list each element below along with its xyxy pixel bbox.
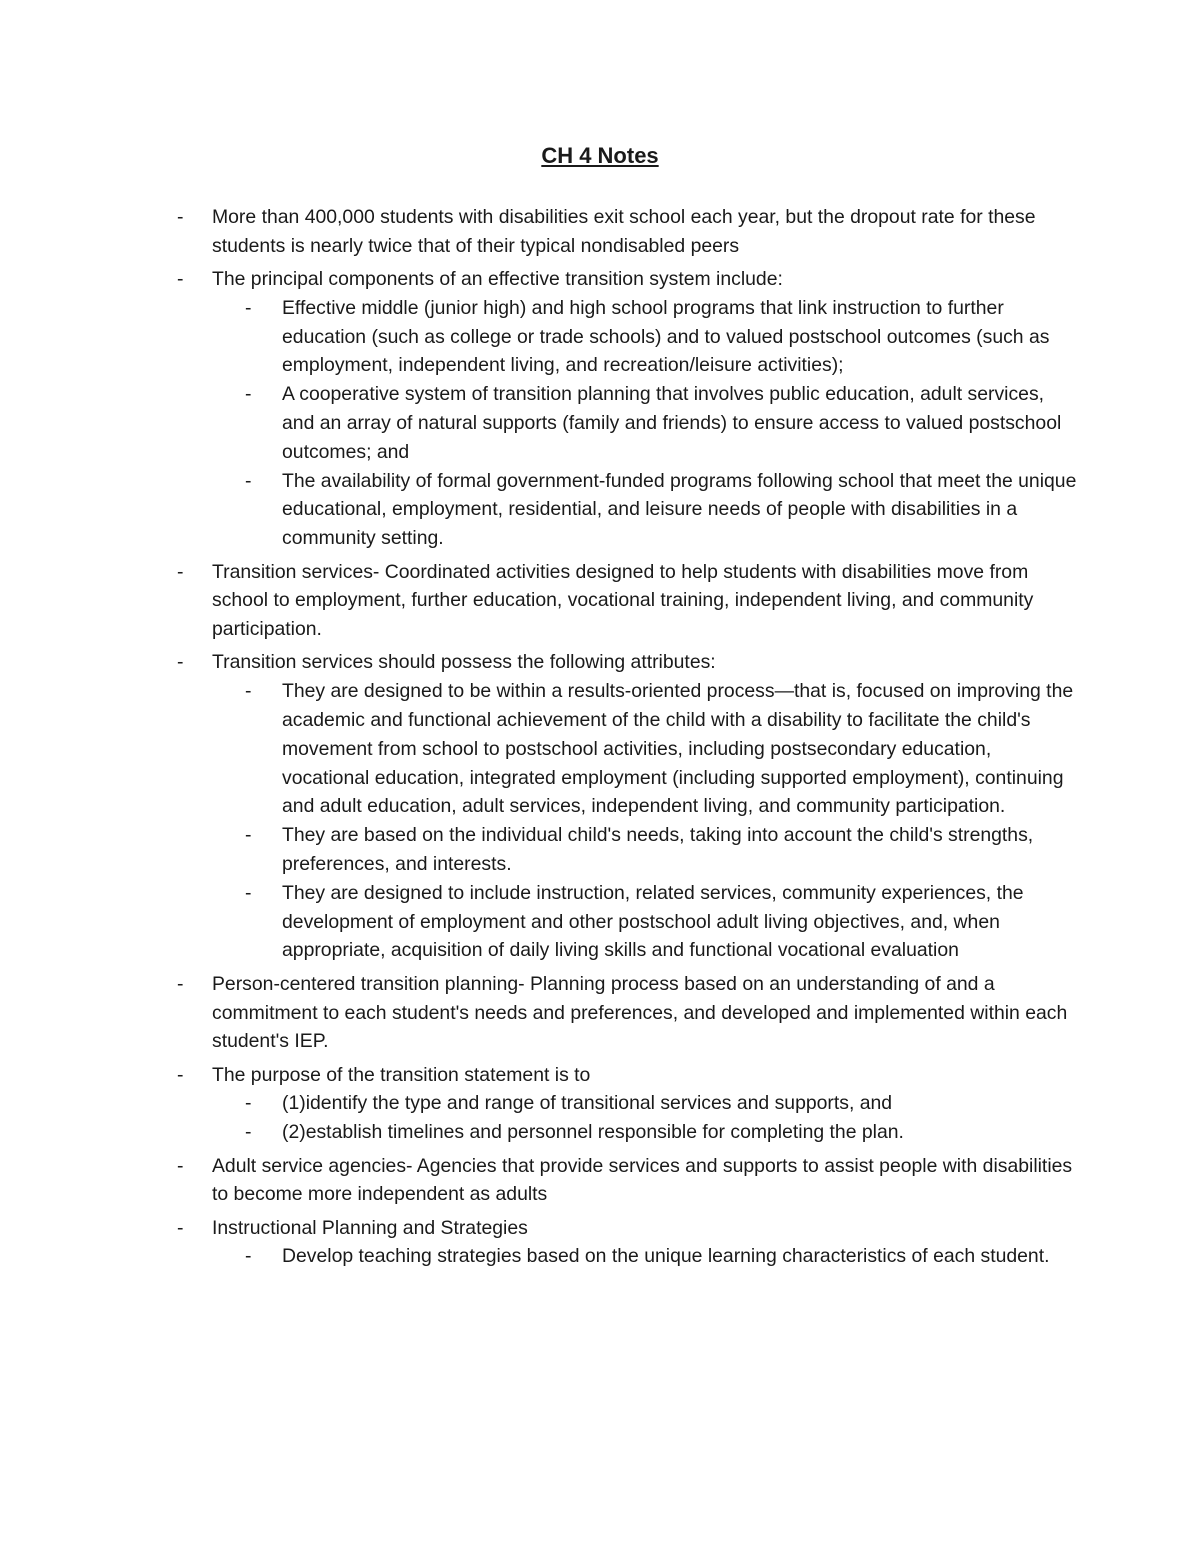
page-title: CH 4 Notes (541, 143, 659, 168)
bullet-dash: - (245, 383, 252, 406)
note-item (0, 648, 1200, 965)
bullet-dash: - (177, 206, 184, 228)
note-item (0, 558, 1200, 644)
note-item (0, 1214, 1200, 1272)
note-text: Adult service agencies- Agencies that provide services and supports to assist people with disabilities to become more independent as adults (212, 1154, 1073, 1206)
note-text: Transition services- Coordinated activities designed to help students with disabilities move from school to employment, further education, vocational training, independent living, and community participation. (212, 560, 1034, 641)
sub-note-item (0, 380, 1200, 466)
sub-note-item (0, 1089, 1200, 1118)
sub-note-item (0, 1242, 1200, 1271)
notes-list (0, 203, 1200, 1276)
sub-list (212, 677, 1080, 965)
bullet-dash: - (245, 680, 252, 703)
note-text: The purpose of the transition statement is to (212, 1063, 591, 1086)
sub-note-item (0, 677, 1200, 821)
bullet-dash: - (245, 469, 252, 492)
sub-note-item (0, 1118, 1200, 1147)
note-text: Person-centered transition planning- Planning process based on an understanding of and a commitment to each student's needs and preferences, and developed and implemented within each student's IEP. (212, 972, 1068, 1053)
note-text: More than 400,000 students with disabilities exit school each year, but the dropout rate for these students is nearly twice that of their typical nondisabled peers (212, 206, 1036, 257)
sub-note-text: (2)establish timelines and personnel responsible for completing the plan. (282, 1121, 904, 1144)
note-text: The principal components of an effective transition system include: (212, 268, 783, 291)
sub-note-item (0, 879, 1200, 965)
sub-note-text: (1)identify the type and range of transitional services and supports, and (282, 1092, 893, 1115)
sub-note-text: They are designed to be within a results-oriented process—that is, focused on improving the academic and functional achievement of the child with a disability to facilitate the child's movement from school to postschool activities, including postsecondary education, vocational education, integrated employment (including supported employment), continuing and adult education, adult services, independent living, and community participation. (282, 680, 1074, 818)
note-item (0, 265, 1200, 553)
bullet-dash: - (177, 1063, 184, 1086)
sub-note-item (0, 467, 1200, 553)
note-item (0, 203, 1200, 261)
bullet-dash: - (177, 268, 184, 291)
bullet-dash: - (245, 824, 252, 847)
sub-list (212, 1242, 1080, 1271)
bullet-dash: - (177, 560, 184, 583)
bullet-dash: - (177, 651, 184, 674)
bullet-dash: - (245, 296, 252, 319)
sub-note-item (0, 294, 1200, 380)
note-text: Transition services should possess the following attributes: (212, 651, 716, 674)
note-text: Instructional Planning and Strategies (212, 1216, 528, 1239)
bullet-dash: - (245, 1245, 252, 1268)
sub-note-text: Effective middle (junior high) and high school programs that link instruction to further education (such as college or trade schools) and to valued postschool outcomes (such as employment, independent living, and recreation/leisure activities); (282, 296, 1050, 377)
sub-note-text: The availability of formal government-funded programs following school that meet the unique educational, employment, residential, and leisure needs of people with disabilities in a community setting. (282, 469, 1077, 550)
bullet-dash: - (245, 1121, 252, 1144)
sub-note-item (0, 821, 1200, 879)
bullet-dash: - (177, 1154, 184, 1177)
bullet-dash: - (177, 972, 184, 995)
bullet-dash: - (245, 1092, 252, 1115)
note-item (0, 1061, 1200, 1147)
bullet-dash: - (245, 881, 252, 904)
sub-note-text: They are designed to include instruction, related services, community experiences, the development of employment and other postschool adult living objectives, and, when appropriate, acquisition of daily living skills and functional vocational evaluation (282, 881, 1024, 962)
sub-note-text: They are based on the individual child's needs, taking into account the child's strengths, preferences, and interests. (282, 824, 1034, 876)
sub-note-text: Develop teaching strategies based on the unique learning characteristics of each student. (282, 1245, 1050, 1268)
sub-list (212, 1089, 1080, 1147)
note-item (0, 1152, 1200, 1210)
bullet-dash: - (177, 1216, 184, 1239)
sub-list (212, 294, 1080, 553)
sub-note-text: A cooperative system of transition planning that involves public education, adult services, and an array of natural supports (family and friends) to ensure access to valued postschool outcomes; and (282, 383, 1062, 463)
note-item (0, 970, 1200, 1056)
